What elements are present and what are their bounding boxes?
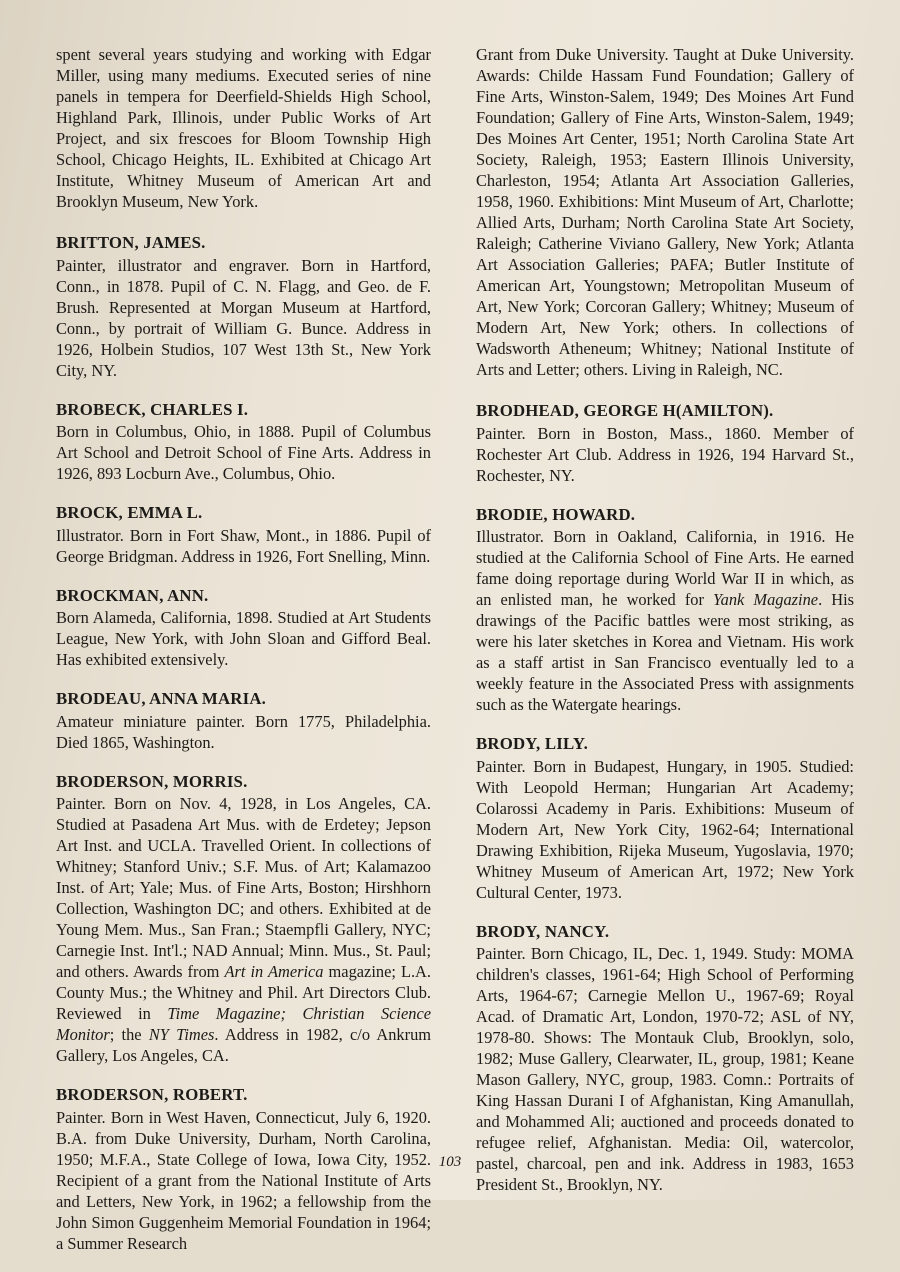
entry-text: Painter. Born in Budapest, Hungary, in 1905. Studied: With Leopold Herman; Hungarian Art Academy; Colarossi Academy in Paris. Exhibitions: Museum of Modern Art, New York City, 1962-64; International Drawing Exhibition, Rijeka Museum, Yugoslavia, 1970; Whitney Museum of American Art, 1972; New York Cultural Center, 1973. xyxy=(476,756,854,902)
text-run: Illustrator. Born in Oakland, California, in 1916. He studied at the California School of Fine Arts. He earned fame doing reportage during World War II in which, as an enlisted man, he worked for xyxy=(476,527,854,609)
entry-brodeau-anna-maria xyxy=(56,688,431,753)
entry-continued xyxy=(56,44,431,212)
entry-name: BRODEAU, ANNA MARIA. xyxy=(56,689,267,708)
italic-title: NY Times xyxy=(148,1025,215,1044)
entry-text: Painter. Born in West Haven, Connecticut, July 6, 1920. B.A. from Duke University, Durham, North Carolina, 1950; M.F.A., State College of Iowa, Iowa City, 1952. Recipient of a grant from the National Institute of Arts and Letters, New York, in 1962; a fellowship from the John Simon Guggenheim Memorial Foundation in 1964; a Summer Research xyxy=(56,1107,431,1253)
entry-text: Born Alameda, California, 1898. Studied at Art Students League, New York, with John Sloan and Gifford Beal. Has exhibited extensively. xyxy=(56,608,431,669)
entry-name: BRODHEAD, GEORGE H(AMILTON). xyxy=(476,401,774,420)
entry-text: Painter. Born Chicago, IL, Dec. 1, 1949. Study: MOMA children's classes, 1961-64; High School of Performing Arts, 1964-67; Carnegie Mellon U., 1967-69; Royal Acad. of Dramatic Art, London, 1970-72; ASL of NY, 1978-80. Shows: The Montauk Club, Brooklyn, solo, 1982; Muse Gallery, Clearwater, IL, group, 1981; Keane Mason Gallery, NYC, group, 1983. Comn.: Portraits of King Hassan Durani I of Afghanistan, King Amanullah, and Mohammed Ali; auctioned and proceeds donated to refugee relief, Afghanistan. Media: Oil, watercolor, pastel, charcoal, pen and ink. Address in 1983, 1653 President St., Brooklyn, NY. xyxy=(476,944,854,1194)
entry-text: Born in Columbus, Ohio, in 1888. Pupil of Columbus Art School and Detroit School of Fine Arts. Address in 1926, 893 Locburn Ave., Columbus, Ohio. xyxy=(56,422,431,483)
entry-text: spent several years studying and working with Edgar Miller, using many mediums. Executed series of nine panels in tempera for Deerfield-Shields High School, Highland Park, Illinois, under Public Works of Art Project, and six frescoes for Bloom Township High School, Chicago Heights, IL. Exhibited at Chicago Art Institute, Whitney Museum of American Art and Brooklyn Museum, New York. xyxy=(56,45,431,211)
text-run: . His drawings of the Pacific battles were most striking, as were his later sketches in Korea and Vietnam. His work as a staff artist in San Francisco eventually led to a weekly feature in the Associated Press with assignments such as the Watergate hearings. xyxy=(476,590,855,714)
right-column xyxy=(476,44,854,1213)
entry-text: Grant from Duke University. Taught at Duke University. Awards: Childe Hassam Fund Foundation; Gallery of Fine Arts, Winston-Salem, 1949; Des Moines Art Fund Foundation; Gallery of Fine Arts, Winston-Salem, 1949; Des Moines Art Center, 1951; North Carolina State Art Society, Raleigh, 1953; Eastern Illinois University, Charleston, 1954; Atlanta Art Association Galleries, 1958, 1960. Exhibitions: Mint Museum of Art, Charlotte; Allied Arts, Durham; North Carolina State Art Society, Raleigh; Catherine Viviano Gallery, New York; Atlanta Art Association Galleries; PAFA; Butler Institute of American Art, Youngstown; Metropolitan Museum of Art, New York; Corcoran Gallery; Whitney; Museum of Modern Art, New York; others. In collections of Wadsworth Atheneum; Whitney; National Institute of Arts and Letter; others. Living in Raleigh, NC. xyxy=(476,45,854,379)
entry-name: BRITTON, JAMES. xyxy=(56,233,206,252)
page-number: 103 xyxy=(438,1154,462,1170)
text-run: ; the xyxy=(109,1025,149,1044)
italic-title: Yank Magazine xyxy=(713,590,819,609)
entry-brobeck-charles xyxy=(56,399,431,485)
text-run: . Address in 1982, c/o Ankrum Gallery, Los Angeles, CA. xyxy=(56,1025,432,1065)
entry-brody-lily xyxy=(476,733,854,903)
italic-title: Time Magazine; Christian Science Monitor xyxy=(56,1004,431,1044)
entry-broderson-morris xyxy=(56,771,431,1067)
text-run: magazine; L.A. County Mus.; the Whitney and Phil. Art Directors Club. Reviewed in xyxy=(56,962,431,1023)
entry-name: BRODY, LILY. xyxy=(476,734,589,753)
entry-name: BROCK, EMMA L. xyxy=(56,503,203,522)
entry-brockman-ann xyxy=(56,585,431,671)
entry-britton-james xyxy=(56,232,431,381)
entry-name: BRODY, NANCY. xyxy=(476,921,610,941)
left-column xyxy=(56,44,431,1272)
entry-name: BRODERSON, MORRIS. xyxy=(56,771,248,791)
entry-brock-emma xyxy=(56,502,431,567)
entry-brodhead-george xyxy=(476,400,854,486)
entry-text xyxy=(476,526,854,715)
entry-name: BRODERSON, ROBERT. xyxy=(56,1085,248,1104)
entry-text: Painter, illustrator and engraver. Born in Hartford, Conn., in 1878. Pupil of C. N. Flagg, and Geo. de F. Brush. Represented at Morgan Museum at Hartford, Conn., by portrait of William G. Bunce. Address in 1926, Holbein Studios, 107 West 13th St., New York City, NY. xyxy=(56,255,431,380)
entry-name: BRODIE, HOWARD. xyxy=(476,504,636,524)
entry-text xyxy=(56,793,431,1066)
entry-text: Amateur miniature painter. Born 1775, Philadelphia. Died 1865, Washington. xyxy=(56,711,431,752)
entry-continued xyxy=(476,44,854,380)
entry-text: Painter. Born in Boston, Mass., 1860. Member of Rochester Art Club. Address in 1926, 194 Harvard St., Rochester, NY. xyxy=(476,423,854,485)
entry-text: Illustrator. Born in Fort Shaw, Mont., in 1886. Pupil of George Bridgman. Address in 1926, Fort Snelling, Minn. xyxy=(56,525,431,566)
entry-brodie-howard xyxy=(476,504,854,716)
italic-title: Art in America xyxy=(224,962,324,981)
text-run: Painter. Born on Nov. 4, 1928, in Los Angeles, CA. Studied at Pasadena Art Mus. with de Erdetey; Jepson Art Inst. and UCLA. Travelled Orient. In collections of Whitney; Stanford Univ.; S.F. Mus. of Art; Kalamazoo Inst. of Art; Yale; Mus. of Fine Arts, Boston; Hirshhorn Collection, Washington DC; and others. Exhibited at de Young Mem. Mus., San Fran.; Staempfli Gallery, NYC; Carnegie Inst. Int'l.; NAD Annual; Minn. Mus., St. Paul; and others. Awards from xyxy=(56,794,431,981)
entry-name: BROBECK, CHARLES I. xyxy=(56,399,249,419)
entry-name: BROCKMAN, ANN. xyxy=(56,585,209,605)
